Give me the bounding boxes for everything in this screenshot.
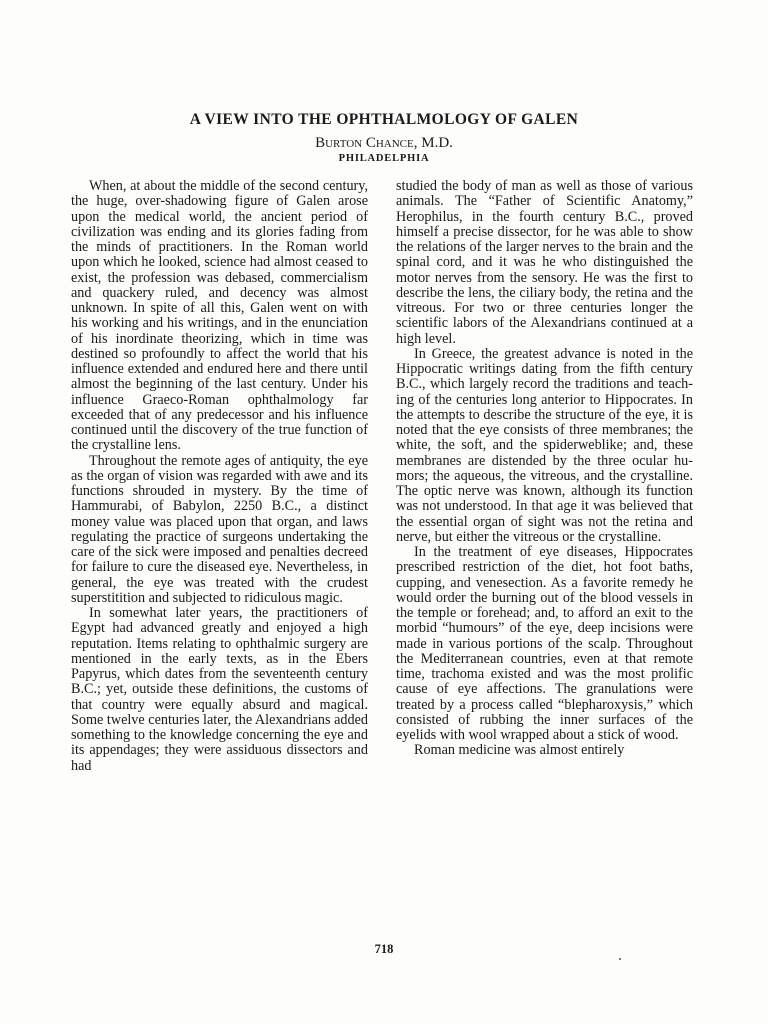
paragraph: Throughout the remote ages of antiquity, the eye as the organ of vision was regarded with awe and its functions shrouded in mystery. By the time of Hammurabi, of Babylon, 2250 B.C., a distinct money value was placed upon that organ, and laws regulating the practice of surgeons undertaking the care of the sick were imposed and penalties decreed for failure to cure the diseased eye. Nevertheless, in general, the eye was treated with the crudest superstitition and subjected to ridiculous magic. — [71, 452, 368, 606]
author-degree: , M.D. — [413, 135, 453, 151]
paragraph: studied the body of man as well as those of various animals. The “Father of Scientific Anatomy,” Herophilus, in the fourth century B.C., proved himself a precise dissector, for he was able to show the relations of the larger nerves to the brain and the spinal cord, and it was he who distinguished the motor nerves from the sensory. He was the first to describe the lens, the ciliary body, the retina and the vitreous. For two or three centuries longer the scientific labors of the Alexandrians continued at a high level. — [396, 178, 693, 347]
page-number: 718 — [374, 942, 394, 956]
right-column — [396, 179, 693, 759]
left-column — [71, 179, 368, 774]
paragraph: When, at about the middle of the second century, the huge, over-shadowing figure of Galen arose upon the medical world, the ancient period of civilization was ending and its glories fading from the minds of practitioners. In the Roman world upon which he looked, science had almost ceased to exist, the profession was debased, commercialism and quackery ruled, and decency was almost unknown. In spite of all this, Galen went on with his working and his writings, and in the enunciation of his inordinate theorizing, which in time was destined so profoundly to affect the world that his influence extended and endured here and there until almost the beginning of the last century. Under his influence Graeco-Roman ophthalmology far exceeded that of any predecessor and his influence continued until the discovery of the true function of the crystalline lens. — [71, 178, 368, 454]
author-line — [0, 135, 768, 152]
author-name: Burton Chance — [315, 135, 414, 151]
author-affiliation: PHILADELPHIA — [338, 153, 430, 164]
scan-speck — [619, 958, 621, 960]
paragraph: In the treatment of eye diseases, Hippocrates prescribed restriction of the diet, hot foot baths, cupping, and venesection. As a favorite remedy he would order the burning out of the blood vessels in the temple or forehead; and, to afford an exit to the morbid “humours” of the eye, deep incisions were made in various portions of the scalp. Throughout the Mediterranean countries, even at that remote time, trachoma existed and was the most prolific cause of eye affections. The granulations were treated by a process called “blepharoxysis,” which consisted of rubbing the inner surfaces of the eyelids with wool wrapped about a stick of wood. — [396, 544, 693, 743]
article-title: A VIEW INTO THE OPHTHALMOLOGY OF GALEN — [189, 111, 579, 128]
paragraph: In somewhat later years, the practitioners of Egypt had advanced greatly and enjoyed a high reputation. Items relating to ophthalmic surgery are mentioned in the early texts, as in the Ebers Papyrus, which dates from the seventeenth century B.C.; yet, outside these definitions, the customs of that country were equally absurd and magical. Some twelve centuries later, the Alexandrians added something to the knowledge concerning the eye and its appendages; they were assiduous dissectors and had — [71, 605, 368, 774]
paragraph: In Greece, the greatest advance is noted in the Hippocratic writings dating from the fifth century B.C., which largely record the traditions and teaching of the centuries long anterior to Hippocrates. In the attempts to describe the structure of the eye, it is noted that the eye consists of three membranes; the white, the soft, and the spiderweblike; and, these membranes are distended by the three ocular humors; the aqueous, the vitreous, and the crystalline. The optic nerve was known, although its function was not understood. In that age it was believed that the essential organ of sight was not the retina and nerve, but either the vitreous or the crystalline. — [396, 345, 693, 545]
paragraph: Roman medicine was almost entirely — [414, 742, 625, 759]
